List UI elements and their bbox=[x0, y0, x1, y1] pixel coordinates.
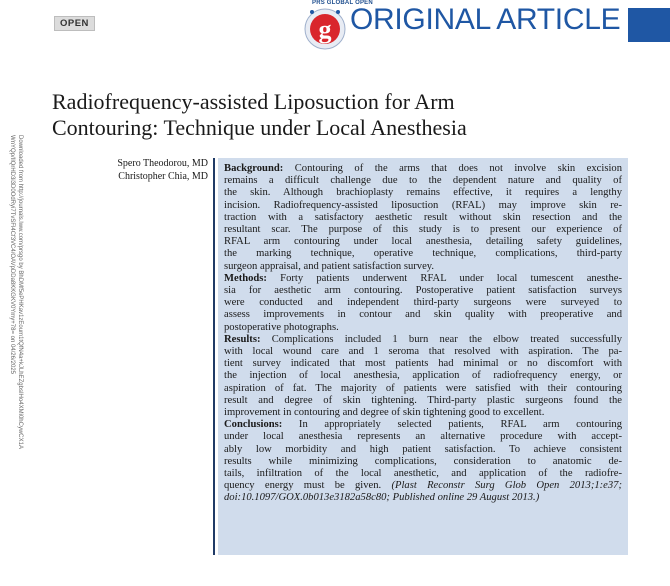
logo-letter: g bbox=[318, 15, 332, 44]
abstract-line: quency energy must be given. (Plast Reconstr Surg Glob Open 2013;1:e37; bbox=[224, 480, 622, 492]
citation: (Plast Reconstr Surg Glob Open 2013;1:e37; bbox=[391, 480, 622, 492]
abstract-line: under local anesthesia represents an alternative procedure with accept- bbox=[224, 431, 622, 443]
abstract-line: Results: Complications included 1 burn near the elbow treated successfully bbox=[224, 333, 622, 345]
article-type-bar bbox=[628, 8, 670, 42]
abstract-line: the injection of local anesthesia, application of radiofrequency energy, or bbox=[224, 370, 622, 382]
abstract-line: results while minimizing complications, consideration to anatomic de- bbox=[224, 455, 622, 467]
abstract-line: Methods: Forty patients underwent RFAL under local tumescent anesthe- bbox=[224, 272, 622, 284]
abstract-line: the marking technique, operative technique, complications, third-party bbox=[224, 248, 622, 260]
author-list bbox=[80, 157, 208, 183]
conclusions-label: Conclusions: bbox=[224, 419, 283, 431]
abstract-line: traction with a satisfactory aesthetic result without skin resection and the bbox=[224, 211, 622, 223]
results-label: Results: bbox=[224, 333, 261, 345]
abstract-line: improvement in contouring and degree of skin tightening good to excellent. bbox=[224, 407, 545, 419]
abstract-line: tails, infiltration of the local anesthetic, and application of the radiofre- bbox=[224, 468, 622, 480]
title-line: Radiofrequency-assisted Liposuction for Arm bbox=[52, 89, 455, 114]
author-name: Christopher Chia, MD bbox=[118, 171, 208, 182]
background-label: Background: bbox=[224, 163, 284, 174]
journal-logo-icon bbox=[300, 2, 350, 52]
abstract-line: sia for aesthetic arm contouring. Postoperative patient satisfaction surveys bbox=[224, 285, 622, 297]
abstract-line: postoperative photographs. bbox=[224, 321, 339, 333]
abstract-line: resultant scar. The purpose of this study is to present our experience of bbox=[224, 224, 622, 236]
abstract-rule bbox=[213, 158, 215, 555]
watermark-line: Downloaded from http://journals.lww.com/prsgo by BhDMf5ePHKav1zEoum1tQfN4a+kJLhEZgbsIHo4XMi0hCywCX1A bbox=[17, 135, 23, 449]
abstract-line: were conducted and independent third-party surgeons were surveyed to bbox=[224, 297, 622, 309]
abstract-line: aspiration of fat. The majority of patients were satisfied with their contouring bbox=[224, 382, 622, 394]
article-type-label: ORIGINAL ARTICLE bbox=[350, 3, 621, 36]
abstract-line: remains a difficult challenge due to the dependent nature and quality of bbox=[224, 175, 622, 187]
abstract-line: ably low morbidity and high patient satisfaction. To achieve consistent bbox=[224, 443, 622, 455]
journal-logo-text: PRS GLOBAL OPEN bbox=[312, 0, 373, 6]
abstract-line: Background: Contouring of the arms that does not involve skin excision bbox=[224, 163, 622, 174]
abstract-line bbox=[224, 492, 622, 504]
abstract-line: assess improvements in contour and skin quality with preoperative and bbox=[224, 309, 622, 321]
abstract-line: with local wound care and 1 seroma that resolved with aspiration. The pa- bbox=[224, 346, 622, 358]
download-watermark bbox=[8, 135, 24, 555]
abstract-line: surgeon appraisal, and patient satisfaction survey. bbox=[224, 260, 435, 272]
abstract-line: incision. Radiofrequency-assisted liposuction (RFAL) may improve skin re- bbox=[224, 199, 622, 211]
article-title bbox=[52, 89, 652, 141]
watermark-line: WnYQp/IlQrHD3i3D0OdRyi7TvSFl4Cf3VC4/OAVpDDa8KKGKV0Ymy+78= on 04/26/2025 bbox=[9, 135, 15, 374]
abstract-box bbox=[218, 158, 628, 555]
abstract-line: result and degree of skin tightening. Third-party plastic surgeons found the bbox=[224, 394, 622, 406]
abstract-line: RFAL arm contouring under local anesthesia, detailing safety guidelines, bbox=[224, 236, 622, 248]
title-line: Contouring: Technique under Local Anesthesia bbox=[52, 115, 467, 140]
author-name: Spero Theodorou, MD bbox=[117, 158, 208, 169]
citation: doi:10.1097/GOX.0b013e3182a58c80; Published online 29 August 2013.) bbox=[224, 492, 540, 504]
abstract-line: tient survey indicated that most patients had minimal or no discomfort with bbox=[224, 358, 622, 370]
abstract-line: the skin. Although brachioplasty remains effective, it requires a lengthy bbox=[224, 187, 622, 199]
open-access-badge: OPEN bbox=[54, 16, 95, 31]
methods-label: Methods: bbox=[224, 272, 267, 284]
abstract-line: Conclusions: In appropriately selected patients, RFAL arm contouring bbox=[224, 419, 622, 431]
